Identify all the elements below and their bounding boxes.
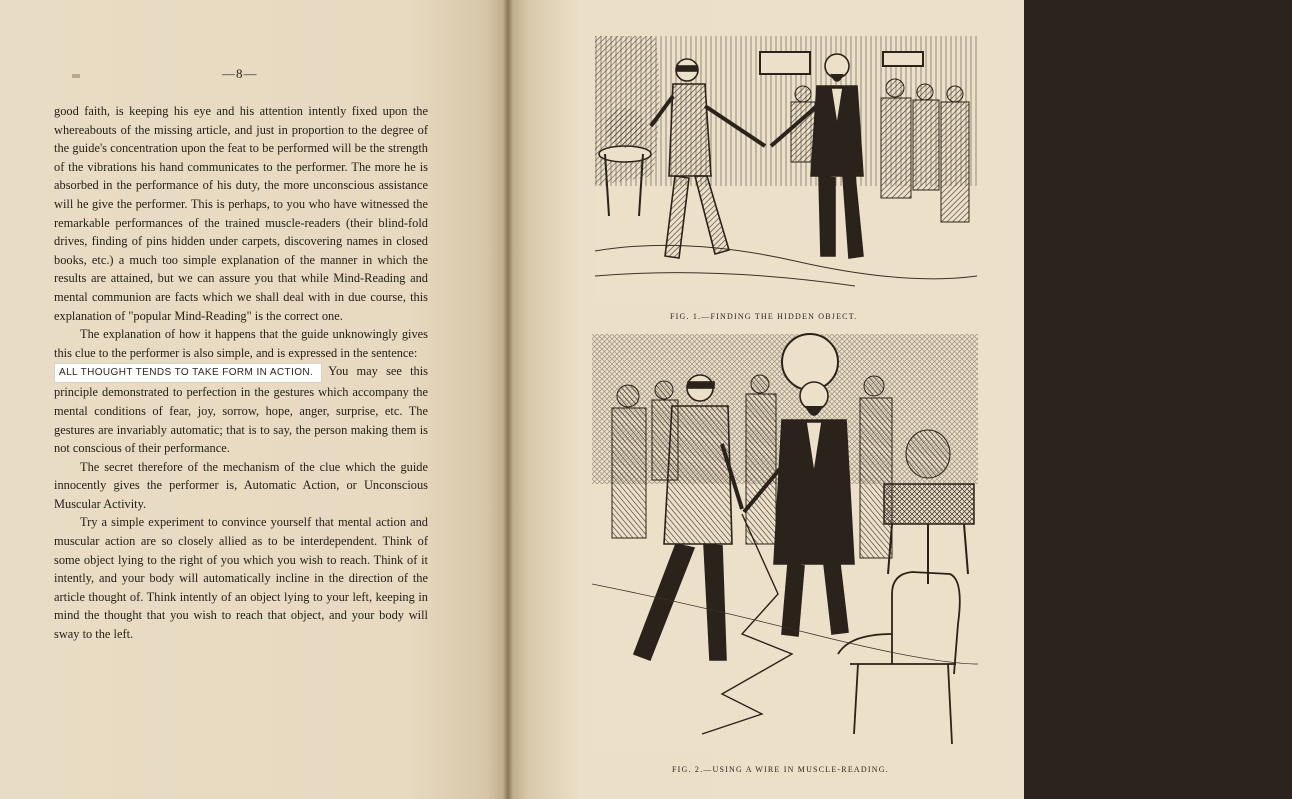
figure-2-drawing bbox=[592, 334, 978, 752]
maxim-paragraph bbox=[54, 362, 428, 457]
figure-2-caption: FIG. 2.—USING A WIRE IN MUSCLE-READING. bbox=[672, 765, 889, 774]
figure-1-caption: FIG. 1.—FINDING THE HIDDEN OBJECT. bbox=[670, 312, 858, 321]
left-page bbox=[0, 0, 508, 799]
maxim-continuation: You may see this principle demonstrated to perfection in the gestures which accompany the mental conditions of fear, joy, sorrow, hope, anger, surprise, etc. The gestures are invariably automatic; that is to say, the person making them is not conscious of their performance. bbox=[54, 364, 428, 456]
page-speck bbox=[72, 74, 80, 78]
figure-1-illustration bbox=[595, 36, 977, 302]
figure-2-illustration bbox=[592, 334, 978, 752]
figure-1-drawing bbox=[595, 36, 977, 302]
maxim-highlight: ALL THOUGHT TENDS TO TAKE FORM IN ACTION. bbox=[54, 363, 322, 383]
book-gutter bbox=[503, 0, 513, 799]
paragraph-3: The secret therefore of the mechanism of the clue which the guide innocently gives the performer is, Automatic Action, or Unconscious Muscular Activity. bbox=[54, 459, 428, 511]
paragraph-1: good faith, is keeping his eye and his attention intently fixed upon the whereabouts of the missing article, and just in proportion to the degree of the guide's concentration upon the feat to be performed will be the strength of the vibrations his hand communicates to the performer. The more he is absorbed in the performance of his duty, the more unconscious assistance will he give the performer. This is perhaps, to you who have witnessed the remarkable performances of the trained muscle-readers (their blind-fold drives, finding of pins hidden under carpets, discovering names in closed books, etc.) a much too simple explanation of the manner in which the results are attained, but we can assure you that while Mind-Reading and mental communion are facts which we shall deal with in due course, this explanation of "popular Mind-Reading" is the correct one. bbox=[54, 104, 428, 323]
body-text bbox=[54, 102, 428, 644]
page-number-right: —9— bbox=[1278, 16, 1292, 63]
paragraph-4: Try a simple experiment to convince yourself that mental action and muscular action are so closely allied as to be interdependent. Think of some object lying to the right of you which you wish to reach. Think of it intently, and your body will automatically incline in the direction of the article thought of. Think intently of an object lying to your left, keeping in mind the thought that you wish to reach that object, and your body will sway to the left. bbox=[54, 515, 428, 642]
paragraph-2: The explanation of how it happens that the guide unknowingly gives this clue to the performer is also simple, and is expressed in the sentence: bbox=[54, 327, 428, 360]
page-number-left: —8— bbox=[222, 66, 258, 81]
